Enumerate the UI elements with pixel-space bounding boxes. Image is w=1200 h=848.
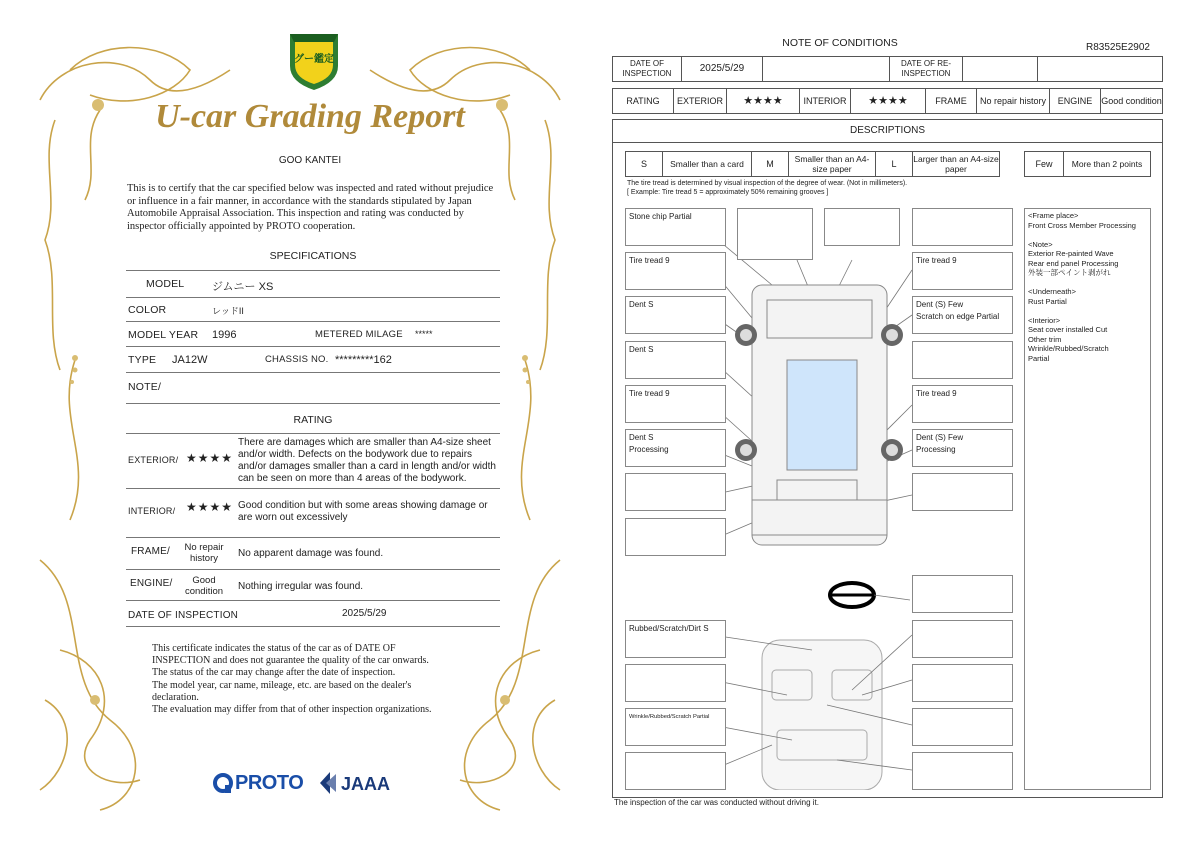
date-value: 2025/5/29 (342, 608, 387, 619)
frame-value: No repair history (976, 88, 1050, 114)
reference-number: R83525E2902 (1086, 42, 1150, 53)
certificate-intro: This is to certify that the car specified below was inspected and rated without prejudice or influence in a fair manner, in accordance with the standards stipulated by Japan Automobile Appraisal Association. This inspection and rating was conducted by inspector officially appointed by PROTO cooperation. (127, 183, 494, 232)
left-box: Stone chip Partial (625, 208, 726, 246)
interior-stars: ★★★★ (186, 500, 234, 514)
exterior-label: EXTERIOR/ (128, 455, 179, 465)
rating-heading: RATING (293, 414, 333, 426)
interior-label: INTERIOR (799, 88, 851, 114)
interior-stars: ★★★★ (850, 88, 926, 114)
color-value: レッドII (212, 306, 244, 316)
exterior-stars: ★★★★ (186, 451, 234, 465)
engine-value: Good condition (1100, 88, 1163, 114)
engine-value: Good condition (184, 575, 224, 597)
note-of-conditions (600, 0, 1200, 848)
type-label: TYPE (128, 354, 157, 366)
notes-panel: <Frame place> Front Cross Member Processing <Note> Exterior Re-painted Wave Rear end panel Processing 外装一部ペイント剥がれ <Underneath> Rust Partial <Interior> Seat cover installed Cut Other trim Wrinkle/Rubbed/Scratch Partial (1024, 208, 1151, 790)
tire-note-1: The tire tread is determined by visual inspection of the degree of wear. (Not in millimeters). (627, 180, 908, 187)
damage-box (824, 208, 900, 246)
left-box: Dent S Processing (625, 429, 726, 467)
legend-few: Few (1024, 151, 1064, 177)
conditions-footer: The inspection of the car was conducted without driving it. (614, 798, 819, 807)
chassis-label: CHASSIS NO. (265, 354, 329, 365)
badge-text: グー鑑定 (294, 54, 334, 65)
exterior-label: EXTERIOR (673, 88, 727, 114)
legend-l-desc: Larger than an A4-size paper (912, 151, 1000, 177)
jaaa-logo-text: JAAA (341, 774, 391, 794)
left-box: Tire tread 9 (625, 252, 726, 290)
date-reinsp-value (962, 56, 1038, 82)
frame-value: No repair history (184, 542, 224, 564)
right-box: Tire tread 9 (912, 385, 1013, 423)
interior-left-box: Wrinkle/Rubbed/Scratch Partial (625, 708, 726, 746)
year-label: MODEL YEAR (128, 329, 199, 341)
left-box: Dent S (625, 341, 726, 379)
legend-s: S (625, 151, 663, 177)
left-box: Dent S (625, 296, 726, 334)
date-insp-label: DATE OF INSPECTION (612, 56, 682, 82)
interior-left-box: Rubbed/Scratch/Dirt S (625, 620, 726, 658)
right-box (912, 473, 1013, 511)
model-label: MODEL (146, 278, 185, 290)
empty-cell (762, 56, 890, 82)
year-value: 1996 (212, 329, 237, 341)
legend-l: L (875, 151, 913, 177)
specs-heading: SPECIFICATIONS (269, 250, 357, 262)
damage-box (912, 664, 1013, 702)
legend-m-desc: Smaller than an A4-size paper (788, 151, 876, 177)
rating-label: RATING (612, 88, 674, 114)
damage-box (912, 208, 1013, 246)
mileage-label: METERED MILAGE (315, 329, 403, 340)
right-box (912, 341, 1013, 379)
damage-box (912, 708, 1013, 746)
damage-box (912, 620, 1013, 658)
interior-label: INTERIOR/ (128, 506, 176, 516)
date-reinsp-label: DATE OF RE-INSPECTION (889, 56, 963, 82)
interior-desc: Good condition but with some areas showing damage or are worn out excessively (238, 500, 488, 523)
conditions-title: NOTE OF CONDITIONS (782, 37, 898, 49)
exterior-desc: There are damages which are smaller than A4-size sheet and/or width. Defects on the bodywork due to repairs and/or damages smaller than a card in length and/or width can be seen on more than 4 areas of the bodywork. (238, 437, 496, 484)
exterior-stars: ★★★★ (726, 88, 800, 114)
engine-label: ENGINE (1049, 88, 1101, 114)
engine-desc: Nothing irregular was found. (238, 581, 364, 592)
left-box (625, 518, 726, 556)
frame-label: FRAME/ (131, 546, 170, 557)
legend-s-desc: Smaller than a card (662, 151, 752, 177)
interior-left-box (625, 664, 726, 702)
chassis-value: *********162 (335, 354, 392, 366)
note-label: NOTE/ (128, 381, 162, 393)
legend-few-desc: More than 2 points (1063, 151, 1151, 177)
color-label: COLOR (128, 304, 167, 316)
right-box: Dent (S) Few Processing (912, 429, 1013, 467)
right-box: Tire tread 9 (912, 252, 1013, 290)
certificate-footer: This certificate indicates the status of the car as of DATE OF INSPECTION and does not guarantee the quality of the car onwards. The status of the car may change after the date of inspection. The model year, car name, mileage, etc. are based on the dealer's declaration. The evaluation may differ from that of other inspection organizations. (152, 643, 432, 716)
report-subtitle: GOO KANTEI (278, 155, 342, 166)
empty-cell (1037, 56, 1163, 82)
left-box: Tire tread 9 (625, 385, 726, 423)
damage-box (912, 752, 1013, 790)
jaaa-logo-icon (318, 770, 338, 796)
proto-logo-text: PROTO (235, 772, 304, 794)
engine-label: ENGINE/ (130, 578, 173, 589)
damage-box (737, 208, 813, 260)
interior-left-box (625, 752, 726, 790)
frame-desc: No apparent damage was found. (238, 548, 384, 559)
damage-box (912, 575, 1013, 613)
right-box: Dent (S) Few Scratch on edge Partial (912, 296, 1013, 334)
tire-note-2: [ Example: Tire tread 5 = approximately 50% remaining grooves ] (627, 189, 829, 196)
legend-m: M (751, 151, 789, 177)
date-label: DATE OF INSPECTION (128, 610, 239, 621)
model-value: ジムニー XS (212, 281, 274, 293)
mileage-value: ***** (415, 329, 433, 339)
type-value: JA12W (172, 354, 208, 366)
left-box (625, 473, 726, 511)
descriptions-heading: DESCRIPTIONS (612, 119, 1163, 143)
frame-label: FRAME (925, 88, 977, 114)
report-title: U-car Grading Report (155, 98, 465, 135)
date-insp-value: 2025/5/29 (681, 56, 763, 82)
proto-logo-icon (212, 772, 234, 794)
